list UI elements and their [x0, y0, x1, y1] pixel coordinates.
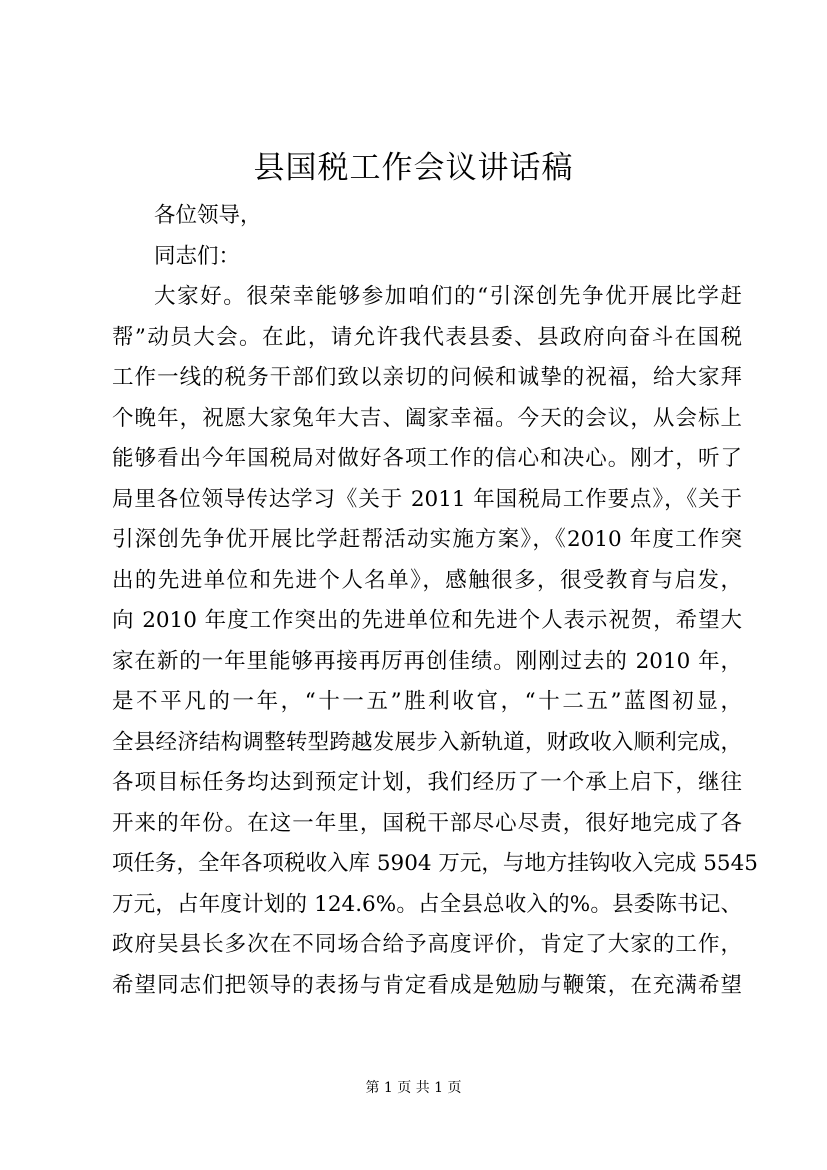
body-line: 各项目标任务均达到预定计划，我们经历了一个承上启下，继往 — [112, 770, 742, 795]
body-line: 帮”动员大会。在此，请允许我代表县委、县政府向奋斗在国税 — [112, 324, 742, 350]
page-number-footer: 第 1 页 共 1 页 — [365, 1080, 462, 1096]
body-line: 开来的年份。在这一年里，国税干部尽心尽责，很好地完成了各 — [112, 810, 742, 836]
body-line: 出的先进单位和先进个人名单》，感触很多，很受教育与启发， — [112, 567, 742, 593]
body-line: 家在新的一年里能够再接再厉再创佳绩。刚刚过去的 2010 年， — [112, 648, 742, 674]
body-line: 是不平凡的一年，“十一五”胜利收官，“十二五”蓝图初显， — [112, 689, 742, 714]
body-line: 向 2010 年度工作突出的先进单位和先进个人表示祝贺，希望大 — [112, 608, 742, 633]
salutation-leaders: 各位领导， — [154, 203, 262, 228]
body-line: 希望同志们把领导的表扬与肯定看成是勉励与鞭策，在充满希望 — [112, 972, 742, 998]
body-line: 政府吴县长多次在不同场合给予高度评价，肯定了大家的工作， — [112, 932, 742, 957]
body-line: 工作一线的税务干部们致以亲切的问候和诚挚的祝福，给大家拜 — [112, 365, 742, 390]
body-line: 大家好。很荣幸能够参加咱们的“引深创先争优开展比学赶 — [154, 284, 742, 309]
body-line: 全县经济结构调整转型跨越发展步入新轨道，财政收入顺利完成， — [112, 729, 742, 755]
body-line: 万元，占年度计划的 124.6%。占全县总收入的%。县委陈书记、 — [112, 891, 742, 917]
body-line: 能够看出今年国税局对做好各项工作的信心和决心。刚才，听了 — [112, 446, 742, 471]
document-title: 县国税工作会议讲话稿 — [253, 150, 574, 186]
document-body — [112, 196, 758, 1006]
body-line: 引深创先争优开展比学赶帮活动实施方案》，《2010 年度工作突 — [112, 527, 742, 552]
body-line: 项任务，全年各项税收入库 5904 万元，与地方挂钩收入完成 5545 — [112, 851, 758, 876]
salutation-comrades: 同志们： — [154, 243, 241, 269]
body-line: 个晚年，祝愿大家兔年大吉、阖家幸福。今天的会议，从会标上 — [112, 405, 742, 431]
body-line: 局里各位领导传达学习《关于 2011 年国税局工作要点》，《关于 — [112, 486, 742, 512]
